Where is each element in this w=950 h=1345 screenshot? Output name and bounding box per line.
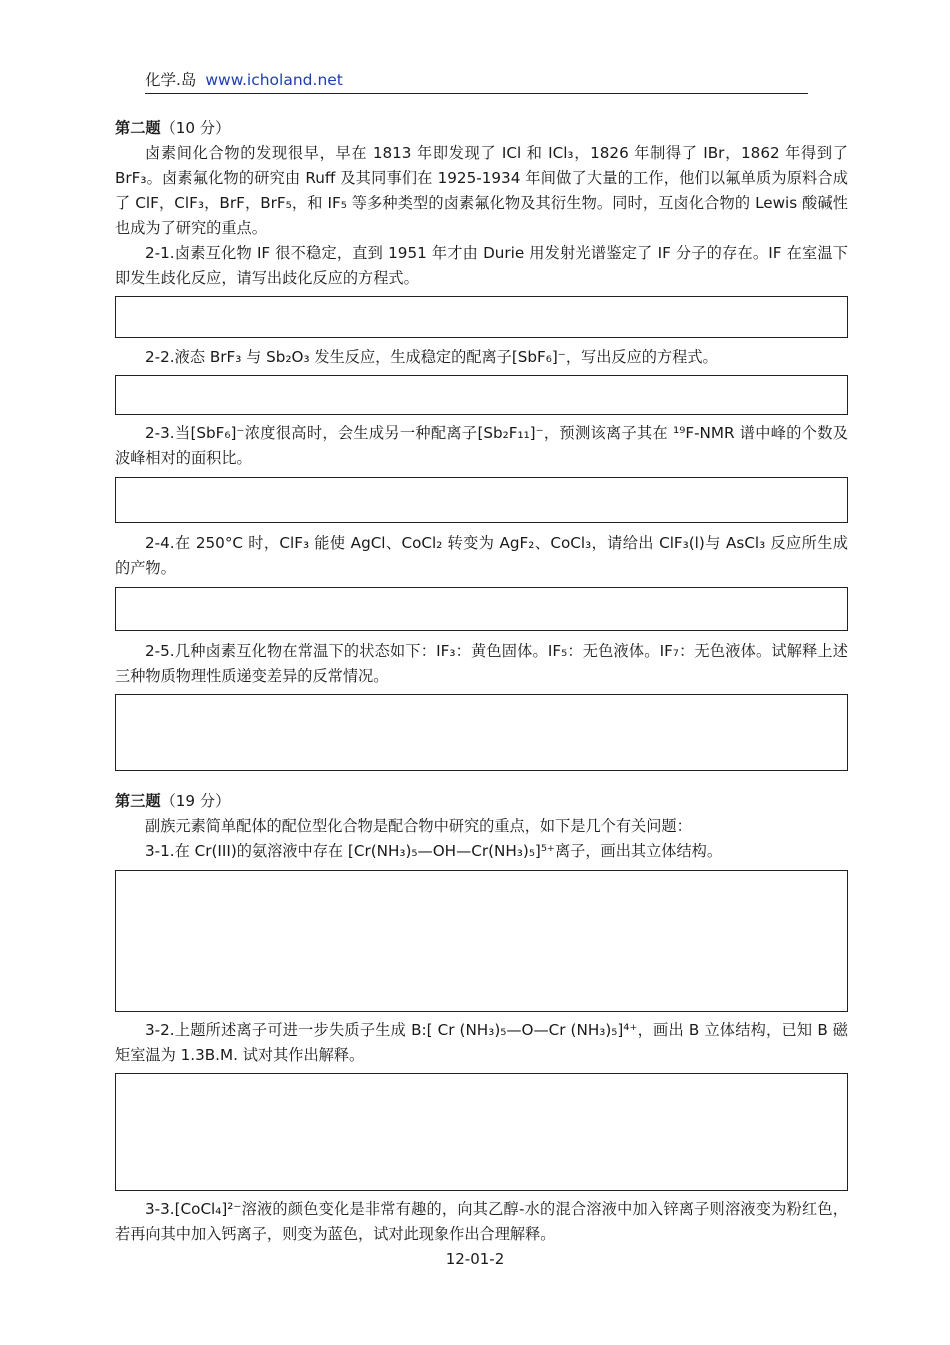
section-2-heading bbox=[115, 116, 848, 141]
answer-box-3-1[interactable] bbox=[115, 870, 848, 1012]
answer-box-2-5[interactable] bbox=[115, 694, 848, 771]
site-url-link[interactable]: www.icholand.net bbox=[205, 71, 343, 89]
question-2-4: 2-4.在 250°C 时，ClF₃ 能使 AgCl、CoCl₂ 转变为 AgF₂、CoCl₃，请给出 ClF₃(l)与 AsCl₃ 反应所生成的产物。 bbox=[115, 534, 848, 577]
site-name: 化学.岛 bbox=[145, 71, 197, 89]
answer-box-2-3[interactable] bbox=[115, 477, 848, 523]
section-2-title: 第二题 bbox=[115, 119, 161, 137]
question-2-5: 2-5.几种卤素互化物在常温下的状态如下：IF₃：黄色固体。IF₅：无色液体。IF₇：无色液体。试解释上述三种物质物理性质递变差异的反常情况。 bbox=[115, 642, 848, 685]
answer-box-2-2[interactable] bbox=[115, 375, 848, 415]
section-2-points: （10 分） bbox=[160, 119, 231, 137]
question-2-3: 2-3.当[SbF₆]⁻浓度很高时，会生成另一种配离子[Sb₂F₁₁]⁻，预测该离子其在 ¹⁹F-NMR 谱中峰的个数及波峰相对的面积比。 bbox=[115, 424, 848, 467]
page-header bbox=[145, 68, 343, 90]
section-3-title: 第三题 bbox=[115, 792, 161, 810]
question-3-2: 3-2.上题所述离子可进一步失质子生成 B:[ Cr (NH₃)₅—O—Cr (NH₃)₅]⁴⁺，画出 B 立体结构，已知 B 磁矩室温为 1.3B.M. 试对其作出解释。 bbox=[115, 1021, 848, 1064]
header-divider bbox=[145, 93, 808, 94]
section-3-heading bbox=[115, 789, 848, 814]
exam-content bbox=[115, 116, 848, 1247]
answer-box-2-4[interactable] bbox=[115, 587, 848, 631]
question-2-2: 2-2.液态 BrF₃ 与 Sb₂O₃ 发生反应，生成稳定的配离子[SbF₆]⁻，写出反应的方程式。 bbox=[145, 348, 718, 366]
answer-box-3-2[interactable] bbox=[115, 1073, 848, 1191]
question-3-1: 3-1.在 Cr(III)的氨溶液中存在 [Cr(NH₃)₅—OH—Cr(NH₃)₅]⁵⁺离子，画出其立体结构。 bbox=[145, 842, 723, 860]
page-number: 12-01-2 bbox=[445, 1250, 505, 1268]
section-2-intro: 卤素间化合物的发现很早，早在 1813 年即发现了 ICl 和 ICl₃，1826 年制得了 IBr，1862 年得到了 BrF₃。卤素氟化物的研究由 Ruff 及其同事们在 1925-1934 年间做了大量的工作，他们以氟单质为原料合成了 ClF，ClF₃，BrF，BrF₅，和 IF₅ 等多种类型的卤素氟化物及其衍生物。同时，互卤化合物的 Lewis 酸碱性也成为了研究的重点。 bbox=[115, 144, 848, 237]
question-2-1: 2-1.卤素互化物 IF 很不稳定，直到 1951 年才由 Durie 用发射光谱鉴定了 IF 分子的存在。IF 在室温下即发生歧化反应，请写出歧化反应的方程式。 bbox=[115, 244, 848, 287]
answer-box-2-1[interactable] bbox=[115, 296, 848, 338]
section-3-points: （19 分） bbox=[160, 792, 231, 810]
section-3-intro: 副族元素简单配体的配位型化合物是配合物中研究的重点，如下是几个有关问题： bbox=[145, 817, 692, 835]
question-3-3: 3-3.[CoCl₄]²⁻溶液的颜色变化是非常有趣的，向其乙醇-水的混合溶液中加入锌离子则溶液变为粉红色，若再向其中加入钙离子，则变为蓝色，试对此现象作出合理解释。 bbox=[115, 1200, 848, 1243]
